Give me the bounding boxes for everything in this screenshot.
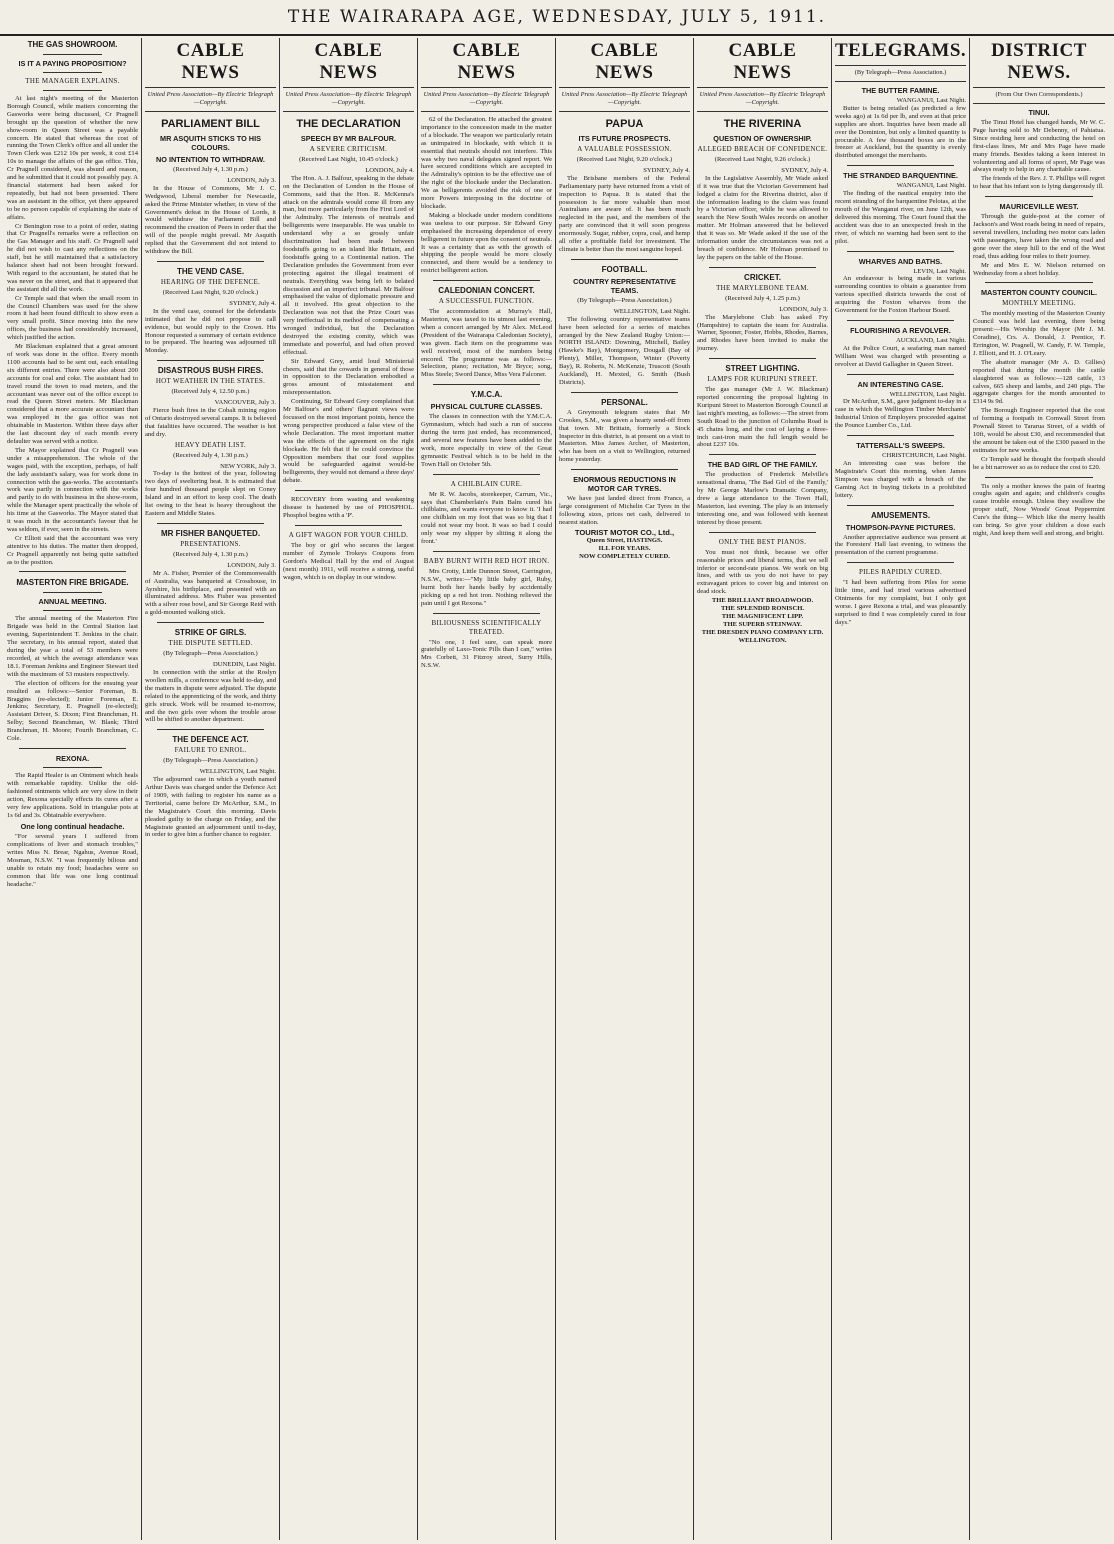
received-date: (Received July 4, 1.30 p.m.) (173, 451, 248, 459)
subheading: QUESTION OF OWNERSHIP. (713, 134, 812, 143)
article-paragraph: An interesting case was before the Magistrate's Court this morning, when James Simpson was charged with a breach of the Gaming Act in buying tickets in a prohibited lottery. (835, 460, 966, 499)
cable-news-banner: CABLE NEWS (697, 38, 828, 88)
piles-ad-title: PILES RAPIDLY CURED. (858, 568, 943, 577)
divider (19, 571, 126, 572)
article-paragraph: 62 of the Declaration. He attached the greatest importance to the concession made in the matter of a blockade. The weapon we particularly retain as unimpaired in blockade, with which it is essential that neutrals should not interfere. This was why two naval delegates signed report. We have secured conditions which are accepted in the Admiralty's opinion to be the effective use of the right of the blockade under the Declaration. We as belligerents avoided the risk of one or more Powers interposing in the doctrine of blockade. (421, 116, 552, 210)
motor-co-title: TOURIST MOTOR CO., Ltd., (574, 527, 675, 537)
article-paragraph: The annual meeting of the Masterton Fire Brigade was held in the Central Station last evening, Superintendent T. Jenkins in the chair. The secretary, in his annual report, stated that during the year a total of 53 members were recorded, at which the average attendance was 18.1. Foreman Jenkins and Engineer Stewart tied with the maximum of 53 musters respectively. (7, 615, 138, 678)
article-paragraph: The Mayor explained that Cr Pragnell was under a misapprehension. The whole of the wages paid, with the exception, perhaps, of half the lady assistant's salary, was for work done in connection with the gas-works. The accountant's work was partly in connection with the works and partly to do with business in the show-room, while the Manager spent practically the whole of his time at the Gasworks. The Mayor stated that it was much in the accountant's favour that he was seldom, if ever, seen in the streets. (7, 446, 138, 533)
amusements-headline: AMUSEMENTS. (870, 510, 931, 520)
subheading: A SEVERE CRITICISM. (309, 145, 388, 153)
received-date: (By Telegraph—Press Association.) (577, 296, 672, 304)
press-credit: United Press Association—By Electric Telegraph—Copyright. (283, 88, 414, 112)
subheading: COUNTRY REPRESENTATIVE TEAMS. (573, 276, 676, 295)
divider (847, 320, 954, 321)
divider (433, 280, 540, 281)
divider (847, 562, 954, 563)
ad-line: ILL FOR YEARS. (598, 544, 651, 552)
divider (433, 474, 540, 475)
subheading: SPEECH BY MR BALFOUR. (300, 134, 397, 143)
advert-paragraph: You must not think, because we offer reasonable prices and liberal terms, that we sell inferior or second-rate pianos. We work on big lines, and with us you do not have to pay extravagant prices to cover big and interest on dead stock. (697, 548, 828, 596)
column-5 (556, 38, 694, 1540)
divider (295, 490, 402, 491)
article-paragraph: Making a blockade under modern conditions was useless to our purpose. Sir Edward Grey emphasised the increasing dependence of every belligerent in future upon the consent of neutrals. It was a certainty that as with the growth of shipping the people would be more closely connected, and there would be a tendency to restrict belligerent action. (421, 211, 552, 275)
column-7 (832, 38, 970, 1540)
ad-line: WELLINGTON. (738, 636, 787, 644)
dateline: LONDON, July 3. (227, 561, 276, 569)
baby-burnt-headline: BABY BURNT WITH RED HOT IRON. (423, 556, 550, 565)
advert-paragraph: Mrs Crotty, Little Dunnon Street, Carrington, N.S.W., writes:—"My little baby girl, Ruby, burnt both her hands badly by accidentally picking up a red hot iron. Nothing relieved the pain until I got Rexona." (421, 567, 552, 607)
divider (43, 592, 102, 593)
dateline: LONDON, July 3. (227, 176, 276, 184)
subheading: HOT WEATHER IN THE STATES. (155, 377, 266, 386)
column-1 (4, 38, 142, 1540)
street-lighting-headline: STREET LIGHTING. (725, 364, 800, 374)
article-paragraph: The monthly meeting of the Masterton County Council was held last evening, there being present:—His Worship the Mayor (Mr J. M. Coradine), Crs. A. Donald, J. Prentice, F. Errington, W. Pragnell, W. Candy, F. W. Temple, J. Elliott, and H. J. O'Leary. (973, 310, 1105, 357)
divider (571, 469, 678, 470)
column-2 (142, 38, 280, 1540)
article-paragraph: Mr Blackman explained that a great amount of work was done in the office. Every month 1100 accounts had to be sent out, each entailing six different entries. There were also about 200 accounts for coal and coke. The assistant had to travel round the town to read meters, and the accountant was never out of the office except to read the Queen Street meters. Mr Blackman considered that a more accurate accountant than was employed in the gas office was not obtainable in Masterton. Within three days after the last discount day of each month every defaulter was served with a notice. (7, 343, 138, 445)
revolver-headline: FLOURISHING A REVOLVER. (850, 325, 951, 335)
tinui-headline: TINUI. (1028, 108, 1050, 117)
article-paragraph: In the Legislative Assembly, Mr Wade asked if it was true that the Victorian Government had lodged a claim for the Riverina district, also if the information leading to the claim was found by a Victorian officer, while he was allowed to search the New South Wales records on another matter. Mr Holman answered that he believed that it was so. Mr Wade asked if the use of the information under the circumstances was not a breach of confidence. Mr Holman promised to lay the papers on the table of the House. (697, 174, 828, 261)
ymca-headline: Y.M.C.A. (470, 390, 503, 400)
article-paragraph: In the vend case, counsel for the defendants intimated that he did not propose to call evidence, but would reply to the Crown. His Honour requested a summary of certain evidence to be prepared. The hearing was adjourned till Monday. (145, 307, 276, 355)
subheading: THE DISPUTE SETTLED. (168, 639, 253, 648)
county-council-headline: MASTERTON COUNTY COUNCIL. (980, 288, 1098, 298)
article-paragraph: The Tinui Hotel has changed hands, Mr W. C. Page having sold to Mr Debenny, of Pahiatua. Since residing here and conducting the hotel on first-class lines, Mr and Mrs Page have made many friends. Besides taking a keen interest in volunteering and all forms of sport, Mr Page was always ready to help in any charitable cause. (973, 119, 1105, 174)
cable-news-banner: CABLE NEWS (559, 38, 690, 88)
subheading: ALLEGED BREACH OF CONFIDENCE. (697, 145, 828, 153)
article-paragraph: Sir Edward Grey, amid loud Ministerial cheers, said that the cowards in general of those in opposition to the Declaration embodied a gross amount of misstatement and misrepresentation. (283, 357, 414, 397)
received-date: (Received Last Night, 10.45 o'clock.) (299, 156, 398, 163)
ad-line: Queen Street, HASTINGS. (586, 536, 663, 544)
column-3 (280, 38, 418, 1540)
subheading: THOMPSON-PAYNE PICTURES. (845, 522, 956, 532)
ad-line: NOW COMPLETELY CURED. (579, 552, 670, 560)
advert-paragraph: The boy or girl who secures the largest number of Zymole Trokeys Coupons from Gordon's Medical Hall by the end of August (next month) 1911, will receive a strong, useful wagon, which is on display in our window. (283, 541, 414, 581)
press-credit: United Press Association—By Electric Telegraph—Copyright. (421, 88, 552, 112)
cable-news-banner: CABLE NEWS (283, 38, 414, 88)
tattersalls-headline: TATTERSALL'S SWEEPS. (856, 441, 945, 451)
article-paragraph: Continuing, Sir Edward Grey complained that Mr Balfour's and others' flagrant views were focussed on the most important points, hence the wrong perspective produced a false view of the whole Declaration. The most important matter was the effects of the agreement on the right blockade. He felt that if he could convince the Opposition members that our food supplies would be safeguarded against would-be belligerents, they would not demand a three days' debate. (283, 398, 414, 485)
gas-showroom-subheading-2: THE MANAGER EXPLAINS. (25, 77, 120, 85)
divider (985, 282, 1093, 283)
ad-line: THE SUPERB STEINWAY. (723, 620, 802, 628)
subheading: FAILURE TO ENROL. (174, 746, 247, 755)
article-paragraph: An endeavour is being made in various surrounding counties to obtain a guarantee from various specified districts towards the cost of acquiring the Foxton wharves from the Government for the Foxton Harbour Board. (835, 275, 966, 315)
article-paragraph: The classes in connection with the Y.M.C.A. Gymnasium, which had such a run of success during the term just ended, has recommenced, and several new features have been added to the work, more especially in view of the Great gymnastic Festival which is to be held in the Town Hall on October 5th. (421, 413, 552, 468)
gift-wagon-title: A GIFT WAGON FOR YOUR CHILD. (288, 530, 409, 539)
cable-news-banner: CABLE NEWS (145, 38, 276, 88)
ad-line: THE SPLENDID RONISCH. (721, 605, 804, 613)
column-8 (970, 38, 1108, 1540)
masthead: THE WAIRARAPA AGE, WEDNESDAY, JULY 5, 1911. (0, 0, 1114, 36)
dateline: WELLINGTON, Last Night. (889, 390, 966, 398)
divider (19, 748, 126, 749)
received-date: (Received Last Night, 9.20 o'clock.) (162, 288, 259, 296)
article-paragraph: Butter is being retailed (as predicted a few weeks ago) at 1s 6d per lb, and even at that price supplies are short. Inquiries have been made all over the Dominion, but only a limited quantity is procurable. A few thousand boxes are in the freezer at Auckland, but the quantity is evenly distributed amongst the merchants. (835, 104, 966, 160)
dateline: WANGANUI, Last Night. (896, 97, 966, 104)
article-paragraph: In the House of Commons, Mr J. C. Wedgwood, Liberal member for Newcastle, asked the Prime Minister whether, in view of the Government's defeat in the House of Lords, it would withdraw the Parliament Bill and recommend the creation of Peers in order that the will of the people might prevail. Mr Asquith replied that the Government did not intend to withdraw the Bill. (145, 184, 276, 256)
riverina-headline: THE RIVERINA (723, 118, 802, 130)
divider (847, 251, 954, 252)
dateline: LEVIN, Last Night. (913, 267, 966, 275)
divider (847, 165, 954, 166)
dateline: DUNEDIN, Last Night. (213, 661, 276, 669)
received-date: (Received July 4, 1.30 p.m.) (173, 166, 248, 173)
press-credit: (From Our Own Correspondents.) (973, 88, 1105, 104)
divider (157, 360, 264, 361)
butter-famine-headline: THE BUTTER FAMINE. (861, 86, 940, 95)
article-paragraph: The friends of the Rev. J. T. Phillips will regret to hear that his infant son is lying dangerously ill. (973, 175, 1105, 191)
biliousness-headline: BILIOUSNESS SCIENTIFICALLY TREATED. (431, 618, 542, 636)
subheading: THE MARYLEBONE TEAM. (716, 283, 809, 292)
subheading: MONTHLY MEETING. (1002, 299, 1076, 308)
received-date: (By Telegraph—Press Association.) (163, 650, 258, 658)
article-paragraph: Cr Temple said he thought the footpath should be a bit narrower so as to reduce the cost to £20. (973, 455, 1105, 471)
chilblain-headline: A CHILBLAIN CURE. (450, 479, 523, 488)
article-paragraph: In connection with the strike at the Roslyn woollen mills, a conference was held to-day, and the matters in dispute were adjusted. The dispute related to the apprenticing of the work, and thirty girls struck. Work will be resumed to-morrow, and the two girls over whom the trouble arose will be shifted to another department. (145, 668, 276, 724)
article-paragraph: The abattoir manager (Mr A. D. Gillies) reported that during the month the cattle slaughtered was as follows:—128 cattle, 13 calves, 665 sheep and lambs, and 240 pigs. The aggregate charges for the month amounted to £314 9s 9d. (973, 358, 1105, 406)
article-paragraph: The accommodation at Murray's Hall, Masterton, was taxed to its utmost last evening, when a concert arranged by Mr Alex. McLeod (President of the Wairarapa Caledonian Society), was given. Each item on the programme was well received, most of the numbers being encored. The programme was as follows:—Selection, piano; recitation, Mr Bryce; song, Miss Steele; Sword Dance, Miss Vera Falconer. (421, 308, 552, 379)
fire-brigade-headline: MASTERTON FIRE BRIGADE. (16, 578, 129, 588)
divider (295, 525, 402, 526)
declaration-headline: THE DECLARATION (296, 118, 401, 130)
divider (43, 610, 102, 611)
telegrams-banner: TELEGRAMS. (835, 38, 966, 66)
received-date: (Received Last Night, 9.20 o'clock.) (576, 156, 673, 163)
advert-paragraph: Tis only a mother knows the pain of fearing coughs again and again; and children's coughs cause trouble enough. Unless they swallow the proper stuff, Now Woods' Great Peppermint Cure's the thing— Which like the merry health can bring. So give your children a dose each night, And keep them well and strong, and bright. (973, 482, 1105, 537)
divider (157, 622, 264, 623)
personal-headline: PERSONAL. (601, 397, 648, 407)
divider (433, 613, 540, 614)
divider (157, 261, 264, 262)
article-paragraph: The adjourned case in which a youth named Arthur Davis was charged under the Defence Act of 1909, with failing to register his name as a Territorial, came before Dr McArthur, S.M., in the Magistrate's Court this morning. Davis pleaded guilty to the charge on Friday, and the Magistrate granted an adjournment until to-day, in order to give him a further chance to register. (145, 776, 276, 839)
tyres-headline: ENORMOUS REDUCTIONS IN MOTOR CAR TYRES. (573, 475, 676, 494)
barquentine-headline: THE STRANDED BARQUENTINE. (843, 171, 958, 181)
divider (847, 374, 954, 375)
advert-paragraph: "For several years I suffered from complications of liver and stomach troubles," writes Miss N. Brear, Ngahus, Avenue Road, Mosman, N.S.W. "I was frequently bilious and unable to retain my food; headaches were so common that life was one long continual headache." (7, 833, 138, 888)
subheading: ITS FUTURE PROSPECTS. (578, 134, 671, 143)
subheading: PRESENTATIONS. (180, 539, 241, 548)
dateline: AUCKLAND, Last Night. (896, 336, 966, 344)
divider (43, 767, 102, 768)
fire-brigade-subheading: ANNUAL MEETING. (38, 597, 107, 607)
pianos-ad-title: ONLY THE BEST PIANOS. (718, 537, 807, 546)
column-6 (694, 38, 832, 1540)
divider (43, 54, 102, 55)
advert-paragraph: RECOVERY from wasting and weakening disease is hastened by use of PHOSPHOL. Phosphol begins with a 'P'. (283, 496, 414, 519)
advert-paragraph: The Rapid Healer is an Ointment which heals with remarkable rapidity. Unlike the old-fashioned ointments which are very slow in their action, Rexona specially effects its cures after a very few applications. Sold in triangular pots at 1s 6d and 3s. Obtainable everywhere. (7, 771, 138, 819)
advert-paragraph: We have just landed direct from France, a large consignment of Michelin Car Tyres in the following sizes, prices net cash, delivered to nearest station. (559, 495, 690, 526)
article-paragraph: To-day is the hottest of the year, following two days of sweltering heat. It is estimated that four hundred thousand people slept on Coney Island and in an effort to keep cool. The death list owing to the heat is heavy throughout the Eastern and Middle States. (145, 470, 276, 517)
dateline: NEW YORK, July 3. (220, 462, 276, 470)
dateline: SYDNEY, July 4. (781, 166, 828, 174)
article-paragraph: At last night's meeting of the Masterton Borough Council, while matters concerning the Gasworks were being discussed, Cr Pragnell brought up the question of whether the new show-room in Queen Street was a payable concern. He stated that whereas the cost of running the Town Clerk's office and all under the Town Clerk was £212 10s per week, it cost £14 10s to manage the affairs of the gas office. This, Cr Pragnell considered, was absurd and reason, and he submitted that it could not possibly pay. A financial statement had been asked for repeatedly, but had not been presented. There was an assistant in the office, yet there appeared to be no person capable of explaining the state of affairs. (7, 95, 138, 221)
received-date: (Received July 4, 1.25 p.m.) (725, 294, 800, 302)
article-paragraph: Cr Temple said that when the small room in the Council Chambers was used for the show room it had been found difficult to show even a very small profit. Since moving into the new offices, the business had considerably increased, which justified the action. (7, 294, 138, 342)
divider (709, 454, 816, 455)
advert-paragraph: "No one, I feel sure, can speak more gratefully of Laxo-Tonic Pills than I can," writes Mrs Corbett, 31 Fitzroy street, Surry Hills, N.S.W. (421, 638, 552, 670)
subheading: HEARING OF THE DEFENCE. (160, 277, 261, 286)
dateline: SYDNEY, July 4. (229, 299, 276, 307)
ad-line: THE MAGNIFICENT LIPP. (721, 612, 804, 620)
subheading: A VALUABLE POSSESSION. (577, 145, 672, 153)
divider (571, 392, 678, 393)
press-credit: United Press Association—By Electric Telegraph—Copyright. (559, 88, 690, 112)
article-paragraph: Mr and Mrs E. W. Nielson returned on Wednesday from a short holiday. (973, 261, 1105, 277)
dateline: SYDNEY, July 4. (643, 166, 690, 174)
divider (157, 729, 264, 730)
article-paragraph: The following country representative teams have been selected for a series of matches arranged by the New Zealand Rugby Union:— NORTH ISLAND: Downing, Mitchell, Bailey (Hawke's Bay), Montgomery, Dougall (Bay of Plenty), Miller, Thompson, Winter (Poverty Bay), R. Roberts, N. McKenzie, Truscott (South Auckland), H. Mexted, G. Smith (Bush Districts). (559, 315, 690, 386)
article-paragraph: Another appreciative audience was present at the Foresters' Hall last evening, to witness the presentation of the current programme. (835, 533, 966, 557)
cable-news-banner: CABLE NEWS (421, 38, 552, 88)
dateline: WANGANUI, Last Night. (896, 182, 966, 190)
fisher-headline: MR FISHER BANQUETED. (160, 528, 261, 538)
subheading: MR ASQUITH STICKS TO HIS COLOURS. (160, 134, 261, 152)
received-date: (Received July 4, 12.50 p.m.) (171, 388, 250, 396)
divider (985, 196, 1093, 197)
defence-act-headline: THE DEFENCE ACT. (172, 735, 249, 745)
article-paragraph: The gas manager (Mr J. W. Blackman) reported concerning the proposal lighting in Kuripuni Street to Masterton Borough Council at last night's meeting, as follows:—The street from South Road to the junction of Columba Road is 45 chains long, and the cost of laying a three-inch cast-iron main the full length would be about £237 10s. (697, 386, 828, 449)
caledonian-concert-headline: CALEDONIAN CONCERT. (438, 286, 535, 296)
subheading: LAMPS FOR KURIPUNI STREET. (707, 375, 818, 384)
received-date: (Received July 4, 1.30 p.m.) (173, 550, 248, 558)
article-paragraph: Cr Elliott said that the accountant was very attentive to his duties. The matter then dropped, Cr Pragnell apparently not being quite satisfied as to the position. (7, 534, 138, 566)
subheading: NO INTENTION TO WITHDRAW. (156, 155, 265, 164)
column-4 (418, 38, 556, 1540)
article-paragraph: The production of Frederick Melville's sensational drama, 'The Bad Girl of the Family,' by Mr George Marlow's Dramatic Company, drew a large attendance to the Town Hall, Masterton, last evening. The play is an intensely interesting one, and was followed with keenest interest by those present. (697, 471, 828, 526)
received-date: (Received Last Night, 9.26 o'clock.) (714, 156, 811, 163)
district-news-banner: DISTRICT NEWS. (973, 38, 1105, 88)
article-paragraph: The Brisbane members of the Federal Parliamentary party have returned from a visit of inspection to Papua. It is stated that the possession is far more valuable than most Australians are aware of. It has been much neglected in the past, and the members of the party are convinced that it will soon progress enormously. Sugar, rubber, copra, coal, and hemp all offer a profitable field for investment. The climate is better than the most sanguine hoped. (559, 174, 690, 253)
press-credit: (By Telegraph—Press Association.) (835, 66, 966, 82)
dateline: WELLINGTON, Last Night. (613, 307, 690, 315)
bush-fires-headline: DISASTROUS BUSH FIRES. (157, 366, 264, 376)
article-paragraph: At the Police Court, a seafaring man named William West was charged with presenting a revolver at David Gallagher in Queen Street. (835, 344, 966, 368)
newspaper-columns (4, 38, 1110, 1540)
dateline: WELLINGTON, Last Night. (199, 768, 276, 776)
advert-paragraph: "I had been suffering from Piles for some little time, and had tried various advertised Ointments for my complaint, but I only got worse. I gave Rexona a trial, and was pleasantly surprised to find I was completely cured in four days." (835, 579, 966, 626)
ad-line: THE BRILLIANT BROADWOOD. (711, 597, 814, 605)
wharves-headline: WHARVES AND BATHS. (858, 256, 943, 266)
article-paragraph: Through the guide-post at the corner of Jackson's and West roads being in need of repairs, several travellers, including two motor cars laden with passengers, have taken the wrong road and gone over the steep hill to the end of the West road, thus adding four miles to their journey. (973, 213, 1105, 260)
article-paragraph: The Hon. A. J. Balfour, speaking in the debate on the Declaration of London in the House of Commons, said that the Hon. R. McKenna's attack on the admirals would come ill from any man, but more particularly from the First Lord of the Admiralty. The interests of neutrals and belligerents were inseparable. He was unable to understand why a so grossly unfair discrimination had been made between foodstuffs going to an island like Britain, and foodstuffs going to a Continental nation. The Declaration preludes the Government from ever protecting against the illegal treatment of neutrals. Everything was being left to belated discussion and an imperfect tribunal. Mr Balfour emphasised the value of diplomatic pressure and all it involved. His great objection to the Declaration was not that the Prize Court was very ineffectual in its method of compensating a wronged individual, but the Declaration destroyed the existing comity, which was immediate and powerful, and had often proved effectual. (283, 174, 414, 356)
divider (847, 435, 954, 436)
dateline: CHRISTCHURCH, Last Night. (882, 452, 966, 460)
dateline: LONDON, July 3. (779, 305, 828, 313)
article-paragraph: The Marylebone Club has asked Fry (Hampshire) to captain the team for Australia. Warner, Spooner, Foster, Hobbs, Rhodes, Barnes, and Rhodes have been invited to make the journey. (697, 313, 828, 353)
gas-showroom-subheading: IS IT A PAYING PROPOSITION? (18, 59, 127, 68)
divider (157, 523, 264, 524)
vend-case-headline: THE VEND CASE. (176, 266, 245, 276)
gas-showroom-headline: THE GAS SHOWROOM. (27, 40, 118, 49)
advert-paragraph: Mr R. W. Jacobs, storekeeper, Carrum, Vic., says that Chamberlain's Pain Balm cured his chilblains, and wants everyone to know it. 'I had one chilblain on my foot that was so big that I could not wear my boot. It was so bad I could only wear my slipper by slitting it along the front.' (421, 490, 552, 546)
divider (709, 532, 816, 533)
cricket-headline: CRICKET. (744, 272, 781, 282)
parliament-bill-headline: PARLIAMENT BILL (161, 118, 260, 130)
received-date: (By Telegraph—Press Association.) (163, 757, 258, 765)
press-credit: United Press Association—By Electric Telegraph—Copyright. (145, 88, 276, 112)
subheading: HEAVY DEATH LIST. (175, 440, 246, 449)
divider (571, 259, 678, 260)
press-credit: United Press Association—By Electric Telegraph—Copyright. (697, 88, 828, 112)
papua-headline: PAPUA (605, 118, 644, 130)
bad-girl-headline: THE BAD GIRL OF THE FAMILY. (707, 460, 818, 470)
divider (709, 267, 816, 268)
ad-line: THE DRESDEN PIANO COMPANY LTD. (701, 628, 824, 636)
football-headline: FOOTBALL. (601, 264, 648, 274)
dateline: LONDON, July 4. (365, 166, 414, 174)
divider (43, 90, 102, 91)
divider (847, 505, 954, 506)
dateline: VANCOUVER, July 3. (214, 399, 276, 407)
article-paragraph: The Borough Engineer reported that the cost of forming a footpath in Cornwall Street from Pownall Street to Tararua Street, of a width of 10ft, would be about £30, and recommended that the amount be taken out of the £300 passed in the estimates for new works. (973, 407, 1105, 454)
article-paragraph: The election of officers for the ensuing year resulted as follows:—Senior Foreman, B. Braggins (re-elected); Junior Foreman, E. Jenkins; Secretary, E. Pragnell (re-elected); Assistant Driver, S. Dixon; First Branchman, H. Selby; Second Branchman, W. Blank; Third Branchman, H. Moore; Fourth Branchman, C. Cole. (7, 679, 138, 743)
headache-ad-title: One long continual headache. (20, 822, 125, 832)
mauriceville-headline: MAURICEVILLE WEST. (999, 202, 1079, 212)
divider (43, 72, 102, 73)
subheading: A SUCCESSFUL FUNCTION. (438, 297, 535, 306)
subheading: PHYSICAL CULTURE CLASSES. (430, 402, 543, 412)
article-paragraph: Fierce bush fires in the Cobalt mining region of Ontario destroyed several camps. It is believed that fatalities have occurred. The weather is hot and dry. (145, 407, 276, 438)
rexona-ad-title: REXONA. (55, 753, 90, 763)
interesting-case-headline: AN INTERESTING CASE. (857, 379, 944, 389)
divider (433, 384, 540, 385)
article-paragraph: Dr McArthur, S.M., gave judgment to-day in a case in which the Wellington Timber Merchants' Industrial Union of Employers proceeded against the Pounce Lumber Co., Ltd. (835, 398, 966, 430)
article-paragraph: A Greymouth telegram states that Mr Crookes, S.M., was given a hearty send-off from that town. Mr Brittain, formerly a Stock Inspector in this district, is at present on a visit to Masterton. Miss James Archer, of Masterton, who has been on a visit to Wellington, returned home yesterday. (559, 408, 690, 464)
divider (985, 477, 1093, 478)
article-paragraph: The finding of the nautical enquiry into the recent stranding of the barquentine Pelotas, at the mouth of the Wanganui river, on June 12th, was delivered this morning. The Court found that the accident was due to an unexpected fresh in the river, of which no warning had been sent to the pilot. (835, 190, 966, 245)
article-paragraph: Mr A. Fisher, Premier of the Commonwealth of Australia, was banqueted at Crosshouse, in Ayrshire, his birthplace, and presented with an illuminated address. Mrs Fisher was presented with a silver rose bowl, and Sir George Reid with a gold-mounted walking stick. (145, 569, 276, 617)
strike-headline: STRIKE OF GIRLS. (174, 628, 247, 638)
divider (709, 358, 816, 359)
divider (433, 551, 540, 552)
article-paragraph: Cr Benington rose to a point of order, stating that Cr Pragnell's remarks were a reflection on the Gas Manager and his staff. Cr Pragnell said he did not wish to cast any reflections on the staff, but he still maintained that a satisfactory balance sheet had not been brought forward. With regard to the accountant, he stated that he was never on the street, and that it appeared that the assistant did all the work. (7, 222, 138, 293)
